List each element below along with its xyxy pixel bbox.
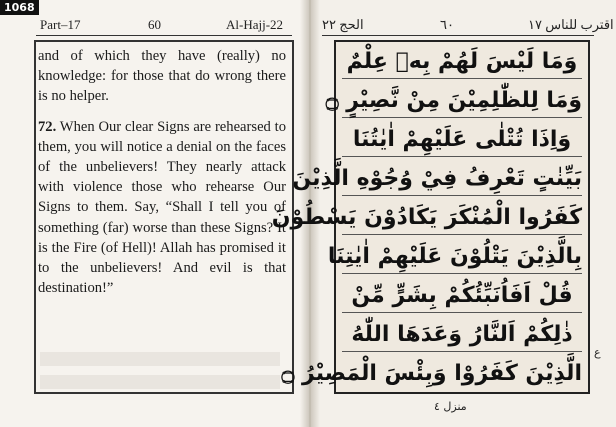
right-header-part: اقترب للناس ١٧ [528, 17, 614, 32]
arabic-text-frame [271, 40, 590, 394]
verse-text: When Our clear Signs are rehearsed to them, you will notice a denial on the faces of the unbelievers! They nearly attack with violence those who rehearse Our Signs to them. Say, “Shall I tell you of something (far) worse than these Signs? It is the Fire (of Hell)! Allah has promised it to the unbelievers! And evil is that destination!” [38, 118, 286, 297]
left-header-surah: Al-Hajj-22 [226, 17, 284, 32]
arabic-line: وَمَا لِلظّٰلِمِيْنَ مِنْ نَّصِيْرٍ ۝ [342, 85, 582, 118]
arabic-line: بِالَّذِيْنَ يَتْلُوْنَ عَلَيْهِمْ اٰيٰتِنَا [342, 241, 582, 274]
right-header-page-number: ٦٠ [440, 17, 454, 32]
arabic-line: بَيِّنٰتٍ تَعْرِفُ فِيْ وُجُوْهِ الَّذِيْنَ [342, 163, 582, 196]
left-header-rule [36, 35, 292, 36]
translation-text [38, 46, 286, 298]
translation-paragraph-2 [38, 117, 286, 299]
verse-number: 72. [38, 118, 57, 135]
manzil-footer: منزل ٤ [434, 400, 467, 413]
arabic-line: كَفَرُوا الْمُنْكَرَ يَكَادُوْنَ يَسْطُوْنَ [342, 202, 582, 235]
arabic-line: وَمَا لَيْسَ لَهُمْ بِهٖ عِلْمٌ [342, 46, 582, 79]
right-header-surah: الحج ٢٢ [322, 17, 364, 32]
arabic-line: ذٰلِكُمْ اَلنَّارُ وَعَدَهَا اللّٰهُ [342, 319, 582, 352]
left-header-page-number: 60 [148, 17, 161, 32]
arabic-line: قُلْ اَفَاُنَبِّئُكُمْ بِشَرٍّ مِّنْ [342, 280, 582, 313]
arabic-line: وَاِذَا تُتْلٰى عَلَيْهِمْ اٰيٰتُنَا [342, 124, 582, 157]
translation-paragraph-1: and of which they have (really) no knowledge: for those that do wrong there is no helper. [38, 48, 286, 105]
right-header-rule [322, 35, 594, 36]
ruku-margin-mark: ع [594, 346, 601, 359]
image-number-badge: 1068 [0, 0, 39, 15]
left-header-part: Part–17 [40, 17, 81, 32]
arabic-line: الَّذِيْنَ كَفَرُوْا وَبِئْسَ الْمَصِيْرُ ۝ [281, 361, 582, 386]
